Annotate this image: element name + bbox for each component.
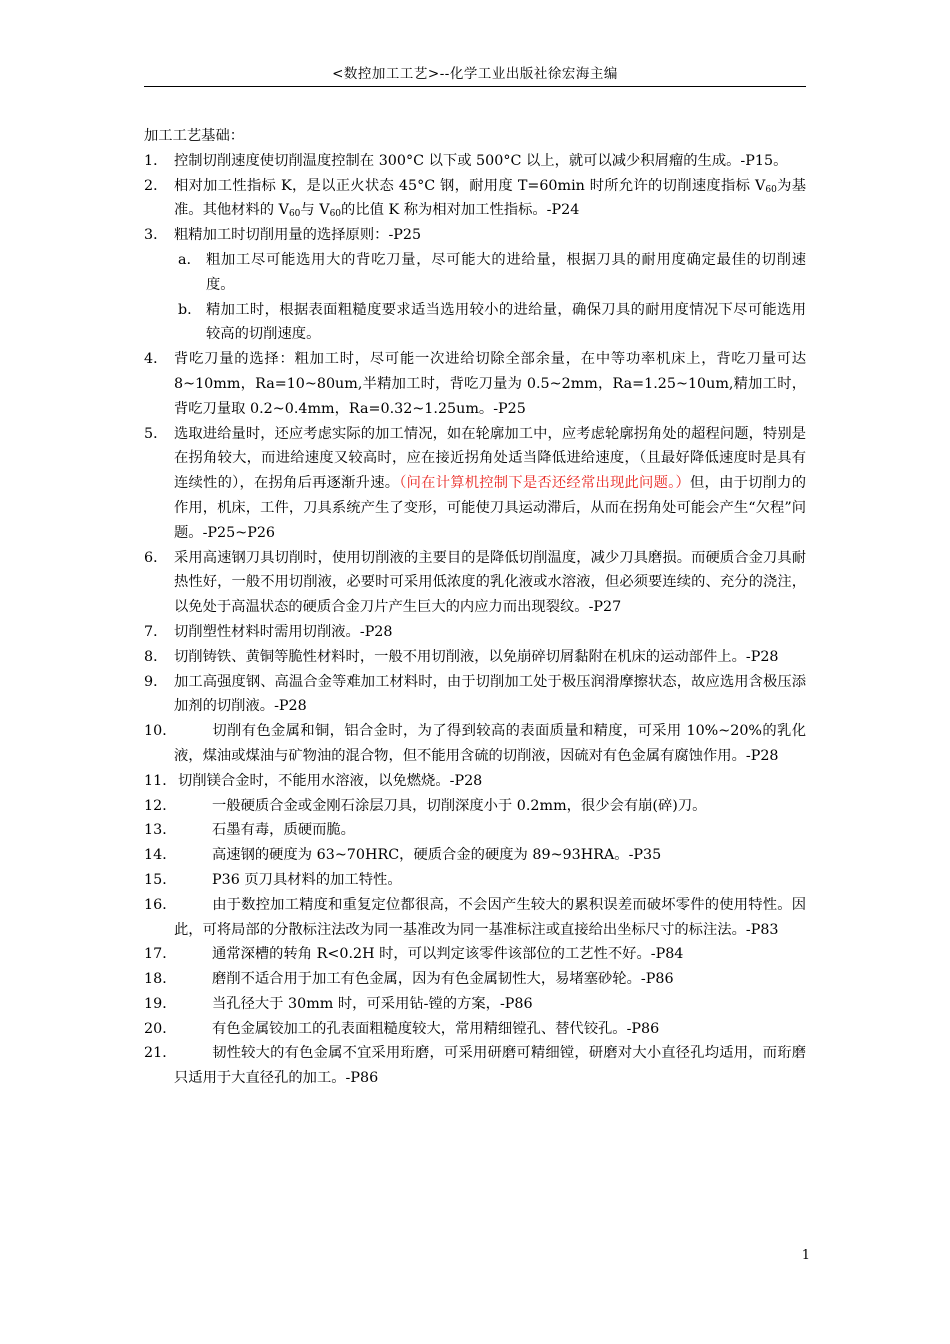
item-number: 3． [144,227,168,244]
item-text: 切削镁合金时，不能用水溶液，以免燃烧。-P28 [178,772,483,789]
list-item-10 [144,719,806,769]
item-number: 4． [144,351,168,368]
item-text: 韧性较大的有色金属不宜采用珩磨，可采用研磨可精细镗，研磨对大小直径孔均适用，而珩磨只适用于大直径孔的加工。-P86 [174,1045,806,1087]
page-number: 1 [801,1248,810,1263]
list-item-17 [144,942,806,967]
item-number: 21． [144,1045,177,1062]
subscript: 60 [288,209,301,220]
list-item-12 [144,794,806,819]
sub-item-b [144,298,806,348]
list-item-7 [144,620,806,645]
item-number: 13． [144,822,177,839]
item-text: 的比值 K 称为相对加工性指标。-P24 [341,202,580,219]
item-text: P36 页刀具材料的加工特性。 [212,871,402,888]
sub-item-number: b. [178,301,192,318]
item-number: 8． [144,648,168,665]
item-text: 当孔径大于 30mm 时，可采用钻-镗的方案，-P86 [212,995,533,1012]
item-text: 磨削不适合用于加工有色金属，因为有色金属韧性大，易堵塞砂轮。-P86 [212,971,674,988]
item-number: 14． [144,847,177,864]
item-number: 20． [144,1020,177,1037]
document-body [144,124,806,1091]
sub-item-text: 精加工时，根据表面粗糙度要求适当选用较小的进给量，确保刀具的耐用度情况下尽可能选用较高的切削速度。 [206,301,806,343]
item-text: 为基准。其他材料的 V [174,177,806,219]
subscript: 60 [765,184,777,195]
sub-item-number: a. [178,251,192,268]
list-item-14 [144,843,806,868]
item-text: 石墨有毒，质硬而脆。 [212,822,355,839]
item-text: 切削铸铁、黄铜等脆性材料时，一般不用切削液，以免崩碎切屑黏附在机床的运动部件上。-P28 [174,648,779,665]
list-item-4 [144,347,806,421]
list-item-5 [144,422,806,546]
list-item-3 [144,223,806,248]
item-text: 通常深槽的转角 R<0.2H 时，可以判定该零件该部位的工艺性不好。-P84 [212,946,684,963]
item-text: 相对加工性指标 K，是以正火状态 45°C 钢，耐用度 T=60min 时所允许的切削速度指标 V [174,177,766,194]
item-text: 一般硬质合金或金刚石涂层刀具，切削深度小于 0.2mm，很少会有崩(碎)刀。 [212,797,707,814]
sub-item-text: 粗加工尽可能选用大的背吃刀量，尽可能大的进给量，根据刀具的耐用度确定最佳的切削速度。 [206,251,806,293]
item-number: 15． [144,871,177,888]
item-text: 粗精加工时切削用量的选择原则：-P25 [174,227,422,244]
item-number: 1． [144,152,168,169]
list-item-21 [144,1041,806,1091]
section-title: 加工工艺基础： [144,128,245,144]
item-number: 16． [144,896,177,913]
item-text: 与 V [300,202,330,219]
item-number: 10． [144,723,177,740]
item-text: 切削塑性材料时需用切削液。-P28 [174,623,393,640]
item-number: 12． [144,797,177,814]
list-item-16 [144,893,806,943]
item-number: 7． [144,623,168,640]
item-text: 但，由于切削力的作用，机床，工件，刀具系统产生了变形，可能使刀具运动滞后，从而在拐角处可能会产生“欠程”问题。-P25~P26 [174,475,806,541]
item-text: 加工高强度钢、高温合金等难加工材料时，由于切削加工处于极压润滑摩擦状态，故应选用含极压添加剂的切削液。-P28 [174,673,806,715]
list-item-15 [144,868,806,893]
list-item-11 [144,769,806,794]
item-text: 切削有色金属和铜，铝合金时，为了得到较高的表面质量和精度，可采用 10%~20%的乳化液，煤油或煤油与矿物油的混合物，但不能用含硫的切削液，因硫对有色金属有腐蚀作用。-P28 [174,723,806,764]
item-number: 17． [144,946,177,963]
list-item-18 [144,967,806,992]
list-item-20 [144,1017,806,1042]
list-item-2 [144,174,806,224]
item-number: 18． [144,971,177,988]
item-number: 11． [144,772,177,789]
item-number: 5． [144,425,168,442]
list-item-9 [144,670,806,720]
item-text: 选取进给量时，还应考虑实际的加工情况，如在轮廓加工中，应考虑轮廓拐角处的超程问题，特别是在拐角较大，而进给速度又较高时，应在接近拐角处适当降低进给速度，（且最好降低速度时是具有连续性的），在拐角后再逐渐升速。 [174,425,806,492]
item-text: 高速钢的硬度为 63~70HRC，硬质合金的硬度为 89~93HRA。-P35 [212,847,662,864]
item-number: 2． [144,177,168,194]
sub-item-a [144,248,806,298]
running-header: <数控加工工艺>--化学工业出版社徐宏海主编 [332,66,618,82]
list-item-19 [144,992,806,1017]
item-text: 控制切削速度使切削温度控制在 300°C 以下或 500°C 以上，就可以减少积屑瘤的生成。-P15。 [174,152,788,169]
item-number: 9． [144,673,168,690]
item-number: 19． [144,995,177,1012]
header-rule [144,86,806,87]
red-annotation: （问在计算机控制下是否还经常出现此问题。） [399,475,691,492]
item-number: 6． [144,549,168,566]
list-item-1 [144,149,806,174]
list-item-6 [144,546,806,620]
item-text: 背吃刀量的选择：粗加工时，尽可能一次进给切除全部余量，在中等功率机床上，背吃刀量可达 8~10mm，Ra=10~80um,半精加工时，背吃刀量为 0.5~2mm，Ra=1.25~10um,精加工时，背吃刀量取 0.2~0.4mm，Ra=0.32~1.25um。-P25 [174,351,806,417]
item-text: 有色金属铰加工的孔表面粗糙度较大，常用精细镗孔、替代铰孔。-P86 [212,1020,660,1037]
list-item-8 [144,645,806,670]
item-text: 由于数控加工精度和重复定位都很高，不会因产生较大的累积误差而破坏零件的使用特性。因此，可将局部的分散标注法改为同一基准改为同一基准标注或直接给出坐标尺寸的标注法。-P83 [174,896,806,938]
item-text: 采用高速钢刀具切削时，使用切削液的主要目的是降低切削温度，减少刀具磨损。而硬质合金刀具耐热性好，一般不用切削液，必要时可采用低浓度的乳化液或水溶液，但必须要连续的、充分的浇注，以免处于高温状态的硬质合金刀片产生巨大的内应力而出现裂纹。-P27 [174,549,806,616]
subscript: 60 [329,209,342,220]
list-item-13 [144,818,806,843]
